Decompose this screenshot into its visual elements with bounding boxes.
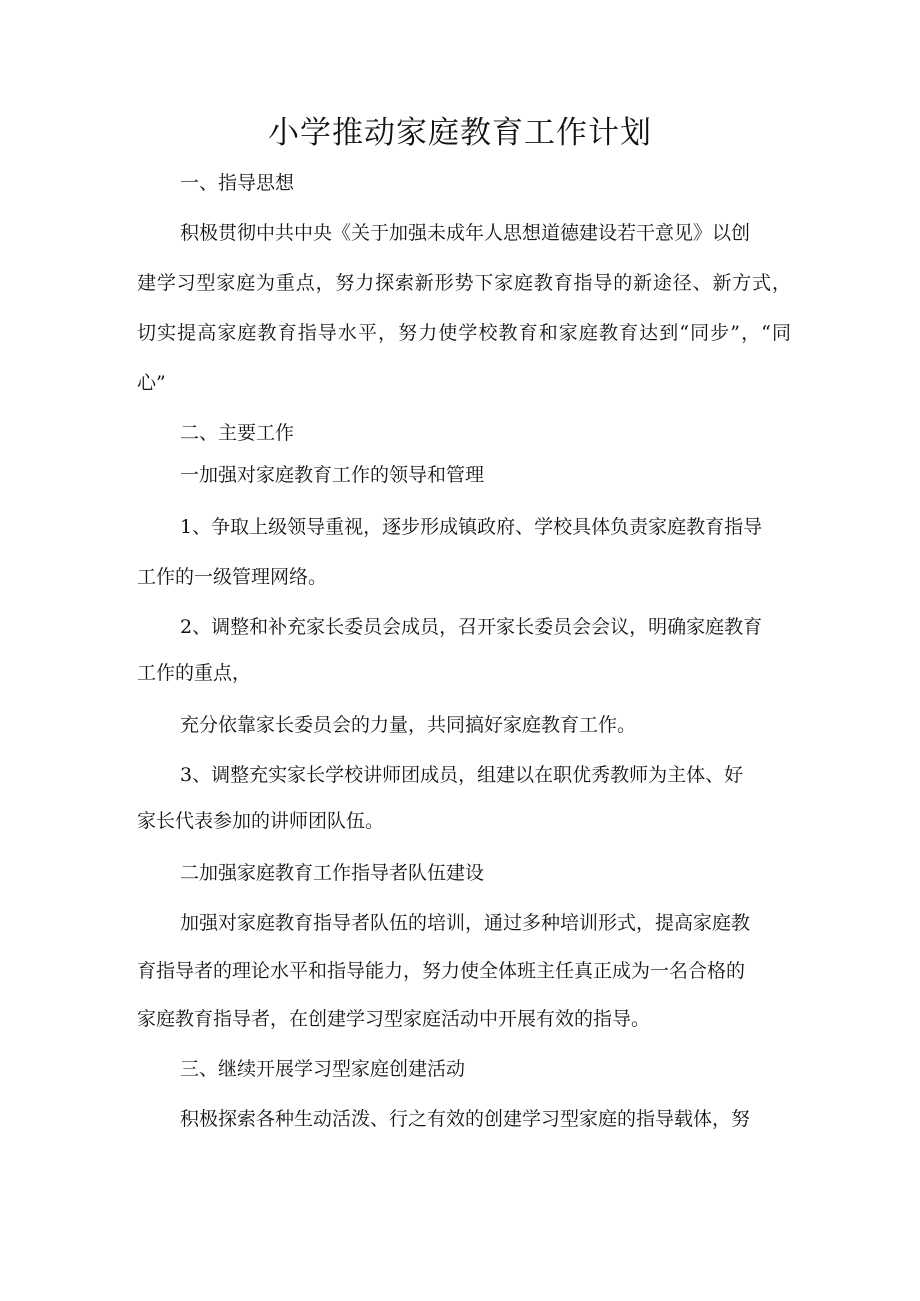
list-item-3: 3、调整充实家长学校讲师团成员，组建以在职优秀教师为主体、好: [180, 764, 744, 786]
paragraph-line: 切实提高家庭教育指导水平，努力使学校教育和家庭教育达到“同步”，“同: [137, 322, 791, 344]
heading-main-work: 二、主要工作: [180, 422, 295, 444]
paragraph-line: 心”: [137, 372, 166, 394]
list-item-2-extra: 充分依靠家长委员会的力量，共同搞好家庭教育工作。: [180, 714, 637, 736]
paragraph-line: 积极贯彻中共中央《关于加强未成年人思想道德建设若干意见》以创: [180, 222, 751, 244]
list-item-1-continued: 工作的一级管理网络。: [137, 566, 328, 588]
list-item-1: 1、争取上级领导重视，逐步形成镇政府、学校具体负责家庭教育指导: [180, 516, 763, 538]
paragraph-line: 育指导者的理论水平和指导能力，努力使全体班主任真正成为一名合格的: [137, 960, 746, 982]
paragraph-line: 积极探索各种生动活泼、行之有效的创建学习型家庭的指导载体，努: [180, 1108, 751, 1130]
list-item-3-continued: 家长代表参加的讲师团队伍。: [137, 810, 385, 832]
heading-guiding-thought: 一、指导思想: [180, 172, 295, 194]
paragraph-line: 家庭教育指导者，在创建学习型家庭活动中开展有效的指导。: [137, 1008, 651, 1030]
document-title: 小学推动家庭教育工作计划: [268, 115, 652, 151]
heading-learning-family: 三、继续开展学习型家庭创建活动: [180, 1058, 466, 1080]
paragraph-line: 建学习型家庭为重点，努力探索新形势下家庭教育指导的新途径、新方式，: [137, 272, 791, 294]
list-item-2: 2、调整和补充家长委员会成员，召开家长委员会会议，明确家庭教育: [180, 616, 763, 638]
subheading-leadership: 一加强对家庭教育工作的领导和管理: [180, 464, 485, 486]
list-item-2-continued: 工作的重点，: [137, 662, 252, 684]
paragraph-line: 加强对家庭教育指导者队伍的培训，通过多种培训形式，提高家庭教: [180, 912, 751, 934]
subheading-guide-team: 二加强家庭教育工作指导者队伍建设: [180, 862, 485, 884]
